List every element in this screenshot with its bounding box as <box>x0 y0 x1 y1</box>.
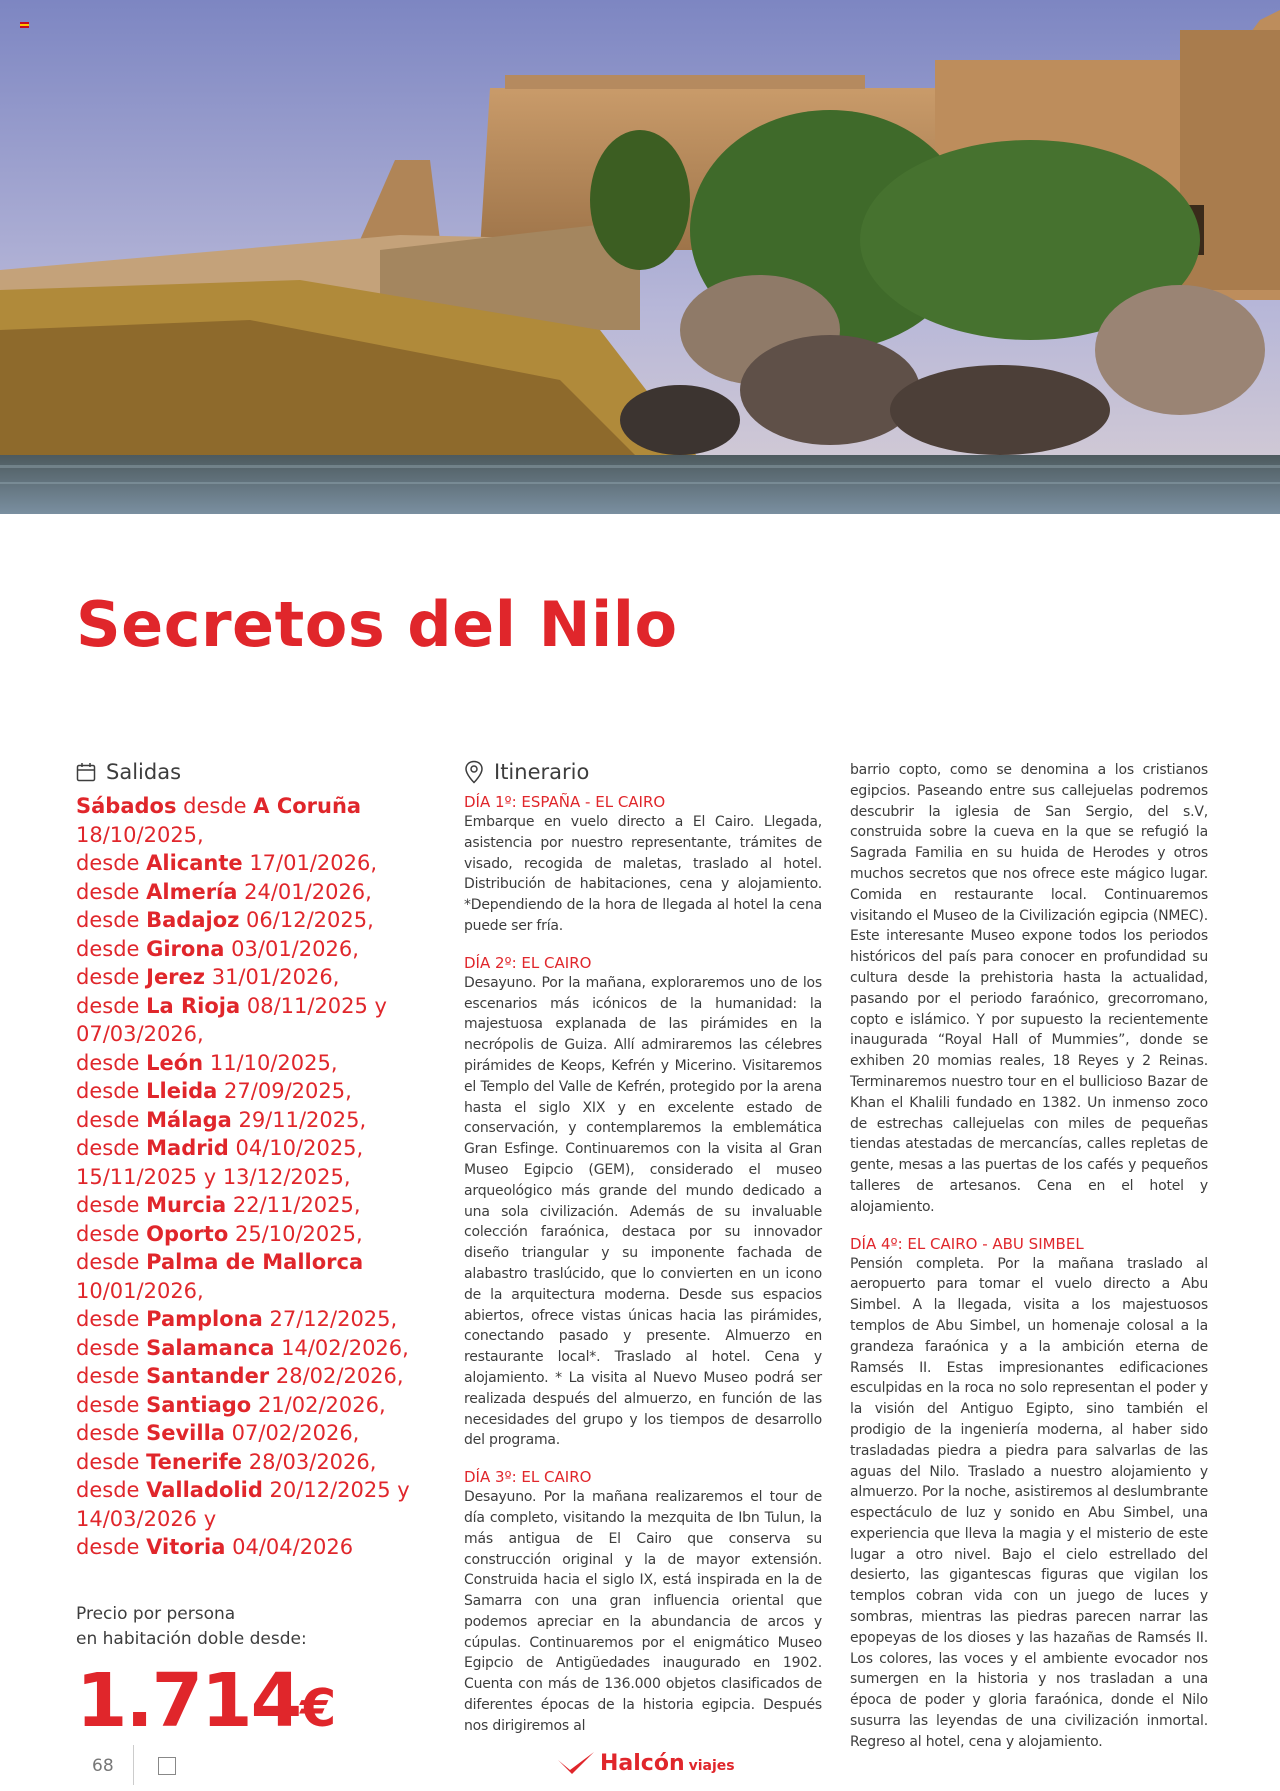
day-1-title: DÍA 1º: ESPAÑA - EL CAIRO <box>464 793 666 811</box>
departure-item: desde Santander 28/02/2026, <box>76 1364 404 1388</box>
departure-item: desde León 11/10/2025, <box>76 1050 338 1075</box>
itinerary-column-2 <box>850 760 1208 1753</box>
departure-item: desde Girona 03/01/2026, <box>76 936 359 961</box>
departure-item: desde Lleida 27/09/2025, <box>76 1079 352 1103</box>
departure-item: desde Murcia 22/11/2025, <box>76 1193 361 1217</box>
departure-item: Sábados desde A Coruña 18/10/2025, <box>76 794 362 847</box>
price-value <box>76 1657 416 1744</box>
footer-divider <box>133 1745 134 1785</box>
checkbox-square-icon <box>158 1757 176 1775</box>
departures-heading-label: Salidas <box>106 760 182 784</box>
day-2-title: DÍA 2º: EL CAIRO <box>464 953 592 972</box>
day-3-text-continued: barrio copto, como se denomina a los cristianos egipcios. Paseando entre sus callejuelas podremos descubrir la iglesia de San Sergio, del s.V, construida sobre la cueva en la que se refugió la Sagrada Familia en su huida de Herodes y otros muchos secretos que nos ofrece este mágico lugar. Comida en restaurante local. Continuaremos visitando el Museo de la Civilización egipcia (NMEC). Este interesante Museo expone todos los periodos históricos del país para conocer en profundidad su cultura desde la prehistoria hasta la actualidad, pasando por el periodo faraónico, grecorromano, copto e islámico. Y por supuesto la recientemente inaugurada “Royal Hall of Mummies”, donde se exhiben 20 momias reales, 18 Reyes y 2 Reinas. Terminaremos nuestro tour en el bullicioso Bazar de Khan el Khalili fundado en 1382. Un inmenso zoco de estrechas callejuelas con miles de pequeñas tiendas atestadas de mercancías, calles repletas de gente, mesas a las puertas de los cafés y pequeños talleres de artesanos. Cena en el hotel y alojamiento. <box>850 762 1208 1215</box>
price-label-line-1: Precio por persona <box>76 1603 236 1624</box>
departure-item: desde Badajoz 06/12/2025, <box>76 908 374 932</box>
brand-logo <box>556 1750 735 1776</box>
departure-item: desde Valladolid 20/12/2025 y 14/03/2026 y <box>76 1478 410 1531</box>
departure-item: desde Palma de Mallorca 10/01/2026, <box>76 1250 364 1303</box>
hero-illustration <box>0 0 1280 514</box>
departure-item: desde Málaga 29/11/2025, <box>76 1107 367 1132</box>
departures-section <box>76 760 416 1744</box>
location-pin-icon <box>464 760 484 784</box>
brand-name: Halcón <box>600 1751 685 1776</box>
hero-photo-philae-temple <box>0 0 1280 514</box>
departures-heading <box>76 760 416 784</box>
price-amount: 1.714 <box>76 1657 301 1744</box>
page-title: Secretos del Nilo <box>76 588 678 661</box>
departure-item: desde La Rioja 08/11/2025 y 07/03/2026, <box>76 993 387 1046</box>
price-note <box>76 1602 416 1652</box>
day-4-text: Pensión completa. Por la mañana traslado al aeropuerto para tomar el vuelo directo a Abu Simbel. A la llegada, visita a los majestuosos templos de Abu Simbel, un homenaje colosal a la grandeza faraónica y a la ambición eterna de Ramsés II. Estas impresionantes edificaciones esculpidas en la roca no solo representan el poder y la visión del Antiguo Egipto, sino también el prodigio de la ingeniería moderna, al haber sido trasladadas piedra a piedra para salvarlas de las aguas del Nilo. Traslado a nuestro alojamiento y almuerzo. Por la noche, asistiremos al deslumbrante espectáculo de luz y sonido en Abu Simbel, una experiencia que lleva la magia y el misterio de este lugar a otro nivel. Bajo el cielo estrellado del desierto, las gigantescas figuras que vigilan los templos cobran vida con un juego de luces y sombras, mientras las piedras parecen narrar las epopeyas de los dioses y las hazañas de Ramsés II. Los colores, las voces y el ambiente evocador nos sumergen en la historia y nos trasladan a una época de poder y gloria faraónica, donde el Nilo susurra las leyendas de una civilización inmortal. Regreso al hotel, cena y alojamiento. <box>850 1255 1208 1750</box>
brand-sub: viajes <box>688 1758 735 1774</box>
calendar-icon <box>76 762 96 782</box>
departure-item: desde Madrid 04/10/2025, 15/11/2025 y 13/12/2025, <box>76 1136 364 1189</box>
itinerary-column-1 <box>464 760 822 1737</box>
itinerary-heading-label: Itinerario <box>494 760 590 784</box>
departure-item: desde Tenerife 28/03/2026, <box>76 1449 377 1474</box>
departures-list <box>76 792 416 1562</box>
halcon-bird-icon <box>556 1750 596 1776</box>
departure-item: desde Oporto 25/10/2025, <box>76 1221 363 1246</box>
day-3-title: DÍA 3º: EL CAIRO <box>464 1468 592 1487</box>
itinerary-heading <box>464 760 822 784</box>
departure-item: desde Salamanca 14/02/2026, <box>76 1335 409 1360</box>
departure-item: desde Almería 24/01/2026, <box>76 879 372 904</box>
page-number: 68 <box>92 1756 114 1776</box>
price-currency: € <box>300 1678 337 1739</box>
day-1-text: Embarque en vuelo directo a El Cairo. Llegada, asistencia por nuestro representante, trámites de visado, recogida de maletas, traslado al hotel. Distribución de habitaciones, cena y alojamiento. *Dependiendo de la hora de llegada al hotel la cena puede ser fría. <box>464 814 822 934</box>
day-3-text: Desayuno. Por la mañana realizaremos el tour de día completo, visitando la mezquita de Ibn Tulun, la más antigua de El Cairo que conserva su construcción original y la de mayor extensión. Construida hacia el siglo IX, está inspirada en la de Samarra con una gran influencia oriental que podemos apreciar en la abundancia de arcos y cúpulas. Continuaremos por el enigmático Museo Egipcio de Antigüedades inaugurado en 1902. Cuenta con más de 136.000 objetos clasificados de diferentes épocas de la historia egipcia. Después nos dirigiremos al <box>464 1489 822 1734</box>
departure-item: desde Jerez 31/01/2026, <box>76 965 340 989</box>
departure-item: desde Pamplona 27/12/2025, <box>76 1307 398 1331</box>
departure-item: desde Vitoria 04/04/2026 <box>76 1535 354 1559</box>
price-label-line-2: en habitación doble desde: <box>76 1628 307 1649</box>
day-4-title: DÍA 4º: EL CAIRO - ABU SIMBEL <box>850 1234 1084 1253</box>
spain-flag-icon <box>20 22 29 28</box>
departure-item: desde Sevilla 07/02/2026, <box>76 1421 360 1445</box>
departure-item: desde Santiago 21/02/2026, <box>76 1392 386 1417</box>
departure-item: desde Alicante 17/01/2026, <box>76 851 378 875</box>
day-2-text: Desayuno. Por la mañana, exploraremos uno de los escenarios más icónicos de la humanidad: la majestuosa explanada de las pirámides en la necrópolis de Guiza. Allí admiraremos las célebres pirámides de Keops, Kefrén y Micerino. Visitaremos el Templo del Valle de Kefrén, protegido por la arena hasta el siglo XIX y en excelente estado de conservación, y contemplaremos la emblemática Gran Esfinge. Continuaremos con la visita al Gran Museo Egipcio (GEM), considerado el museo arqueológico más grande del mundo dedicado a una sola civilización. Además de su invaluable colección faraónica, destaca por su innovador diseño triangular y su imponente fachada de alabastro traslúcido, que lo convierten en un icono de la arquitectura moderna. Desde sus espacios abiertos, ofrece vistas únicas hacia las pirámides, conectando pasado y presente. Almuerzo en restaurante local*. Traslado al hotel. Cena y alojamiento. * La visita al Nuevo Museo podrá ser realizada después del almuerzo, en función de las necesidades del grupo y los tiempos de desarrollo del programa. <box>464 974 822 1449</box>
